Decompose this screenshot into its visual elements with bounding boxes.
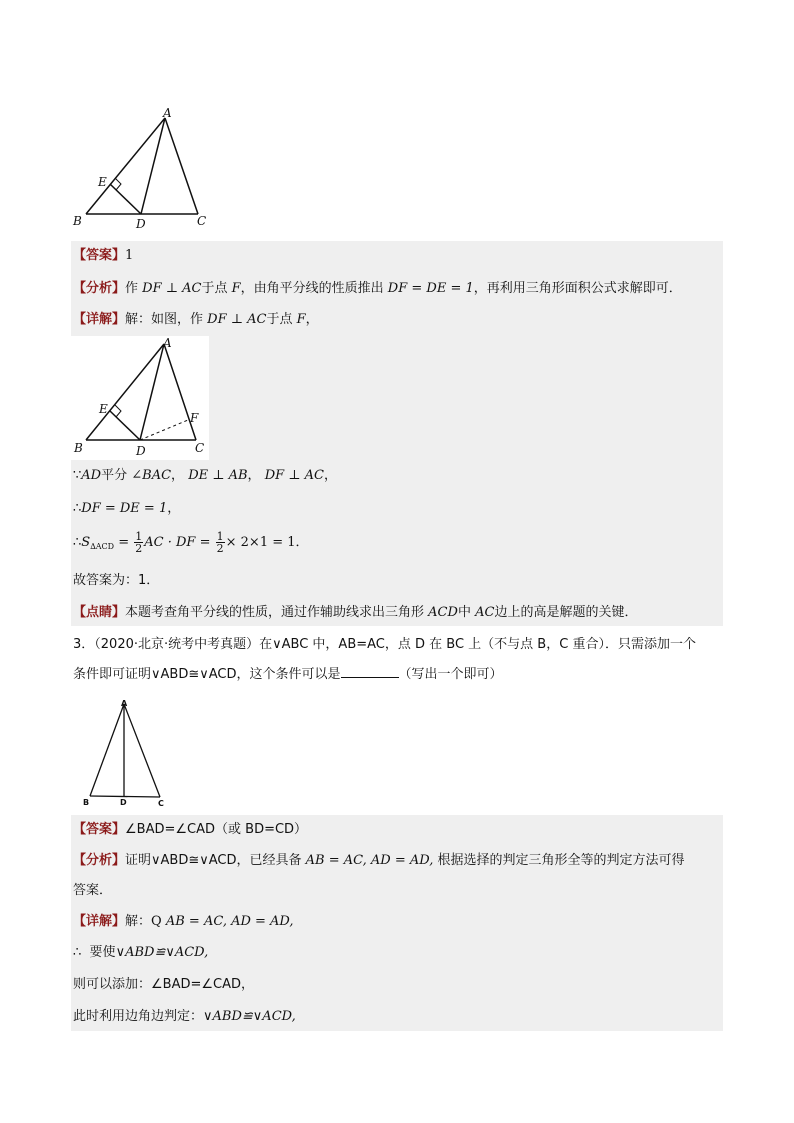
detail-text: 则可以添加：∠BAD=∠CAD，: [73, 977, 255, 992]
therefore-symbol: ∴: [73, 535, 82, 550]
detail-text: 于点: [266, 312, 293, 327]
fig2-label-b: B: [74, 441, 83, 455]
math: ∠BAC: [131, 468, 172, 483]
q2-conclusion: [73, 572, 159, 590]
fig2-label-e: E: [99, 402, 108, 416]
fig1-label-e: E: [98, 175, 107, 189]
analysis-math: F: [231, 281, 241, 296]
analysis-text: ，由角平分线的性质推出: [240, 281, 384, 296]
analysis-math: DF ⊥ AC: [142, 281, 202, 296]
fraction-numerator: 1: [216, 530, 224, 543]
text: ，: [167, 501, 181, 516]
math: DF ⊥ AC: [264, 468, 324, 483]
text: ，: [323, 468, 337, 483]
fig2-label-f: F: [190, 411, 199, 425]
fig3-label-a: A: [121, 699, 128, 708]
q3-detail-line-4: [73, 1008, 296, 1026]
detail-tag: 【详解】: [73, 914, 126, 929]
math: AC: [475, 605, 495, 620]
comment-text: 本题考查角平分线的性质，通过作辅助线求出三角形: [125, 605, 425, 620]
text: ，: [171, 468, 185, 483]
math: ∨ABD≌∨ACD,: [203, 1009, 296, 1024]
text: ，: [247, 468, 261, 483]
q2-analysis-line: [73, 280, 682, 298]
therefore-symbol: ∴: [73, 501, 82, 516]
fraction: [134, 531, 143, 554]
fig1-label-d: D: [136, 217, 146, 231]
detail-math: F: [296, 312, 306, 327]
fig2-label-a: A: [163, 336, 172, 350]
analysis-text: 答案．: [73, 883, 113, 898]
math: ∨ABD≌∨ACD,: [115, 945, 209, 960]
q3-answer-line: [73, 821, 307, 839]
analysis-tag: 【分析】: [73, 853, 126, 868]
comment-tag: 【点睛】: [73, 605, 126, 620]
fraction: [216, 531, 225, 554]
analysis-text: ，再利用三角形面积公式求解即可．: [473, 281, 682, 296]
therefore-symbol: ∴: [73, 945, 82, 960]
analysis-text: 于点: [201, 281, 228, 296]
detail-text: ，: [305, 312, 319, 327]
q3-detail-line-1: [73, 913, 294, 931]
math: DE ⊥ AB: [188, 468, 248, 483]
detail-text: 解：: [125, 914, 152, 929]
answer-tag: 【答案】: [73, 822, 126, 837]
figure-triangle-2: [71, 336, 209, 460]
text: ．: [295, 535, 309, 550]
fig2-label-d: D: [136, 444, 146, 458]
math: =: [118, 535, 130, 550]
math: AB = AC, AD = AD,: [165, 914, 294, 929]
detail-text: 解：如图，作: [125, 312, 204, 327]
answer-tag: 【答案】: [73, 248, 126, 263]
fig3-label-d: D: [120, 798, 127, 807]
comment-text: 边上的高是解题的关键．: [494, 605, 638, 620]
detail-math: DF ⊥ AC: [207, 312, 267, 327]
comment-text: 中: [457, 605, 471, 620]
conclusion-text: 故答案为：1．: [73, 573, 160, 588]
q2-step2: [73, 500, 180, 518]
analysis-text: 根据选择的判定三角形全等的判定方法可得: [437, 853, 685, 868]
q3-detail-line-2: [73, 944, 208, 962]
q2-step1: [73, 467, 337, 485]
fig2-label-c: C: [195, 441, 205, 455]
figure-triangle-1: [70, 100, 215, 235]
math: Q: [151, 914, 162, 929]
text: 平分: [101, 468, 128, 483]
math: AD: [81, 468, 102, 483]
fig1-label-a: A: [163, 106, 172, 120]
q3-stem-line-2: [73, 665, 503, 684]
detail-text: 要使: [89, 945, 116, 960]
question-stem: 条件即可证明∨ABD≅∨ACD，这个条件可以是: [73, 667, 341, 682]
subscript: ∆ACD: [90, 542, 115, 551]
q2-step3: [73, 528, 309, 562]
answer-value: ∠BAD=∠CAD（或 BD=CD）: [125, 822, 308, 837]
question-stem: （写出一个即可）: [398, 667, 503, 682]
q3-detail-line-3: [73, 976, 254, 994]
q2-detail-line: [73, 311, 319, 329]
answer-blank: [341, 665, 399, 678]
math: AB = AC, AD = AD,: [305, 853, 434, 868]
analysis-tag: 【分析】: [73, 281, 126, 296]
question-stem: 3．（2020·北京·统考中考真题）在∨ABC 中，AB=AC，点 D 在 BC 上（不与点 B，C 重合）．只需添加一个: [73, 637, 696, 652]
fraction-denominator: 2: [135, 542, 143, 555]
math: S: [81, 535, 91, 550]
math: × 2×1 = 1: [225, 535, 296, 550]
fig1-label-b: B: [73, 214, 82, 228]
math: DF = DE = 1: [81, 501, 168, 516]
math: AC · DF =: [144, 535, 211, 550]
q2-comment-line: [73, 604, 637, 622]
detail-text: 此时利用边角边判定：: [73, 1009, 204, 1024]
q2-answer-line: [73, 247, 133, 265]
fig3-label-b: B: [83, 798, 90, 807]
math: ACD: [428, 605, 458, 620]
fig3-label-c: C: [158, 799, 164, 808]
q3-analysis-line-2: [73, 882, 112, 900]
answer-value: 1: [125, 248, 134, 263]
because-symbol: ∵: [73, 468, 82, 483]
analysis-text: 作: [125, 281, 139, 296]
fraction-numerator: 1: [135, 530, 143, 543]
analysis-text: 证明∨ABD≅∨ACD，已经具备: [125, 853, 302, 868]
fraction-denominator: 2: [216, 542, 224, 555]
q3-stem-line-1: [73, 636, 696, 654]
q3-analysis-line-1: [73, 852, 685, 870]
analysis-math: DF = DE = 1: [387, 281, 474, 296]
fig1-label-c: C: [197, 214, 207, 228]
figure-triangle-3: [78, 696, 178, 811]
detail-tag: 【详解】: [73, 312, 126, 327]
